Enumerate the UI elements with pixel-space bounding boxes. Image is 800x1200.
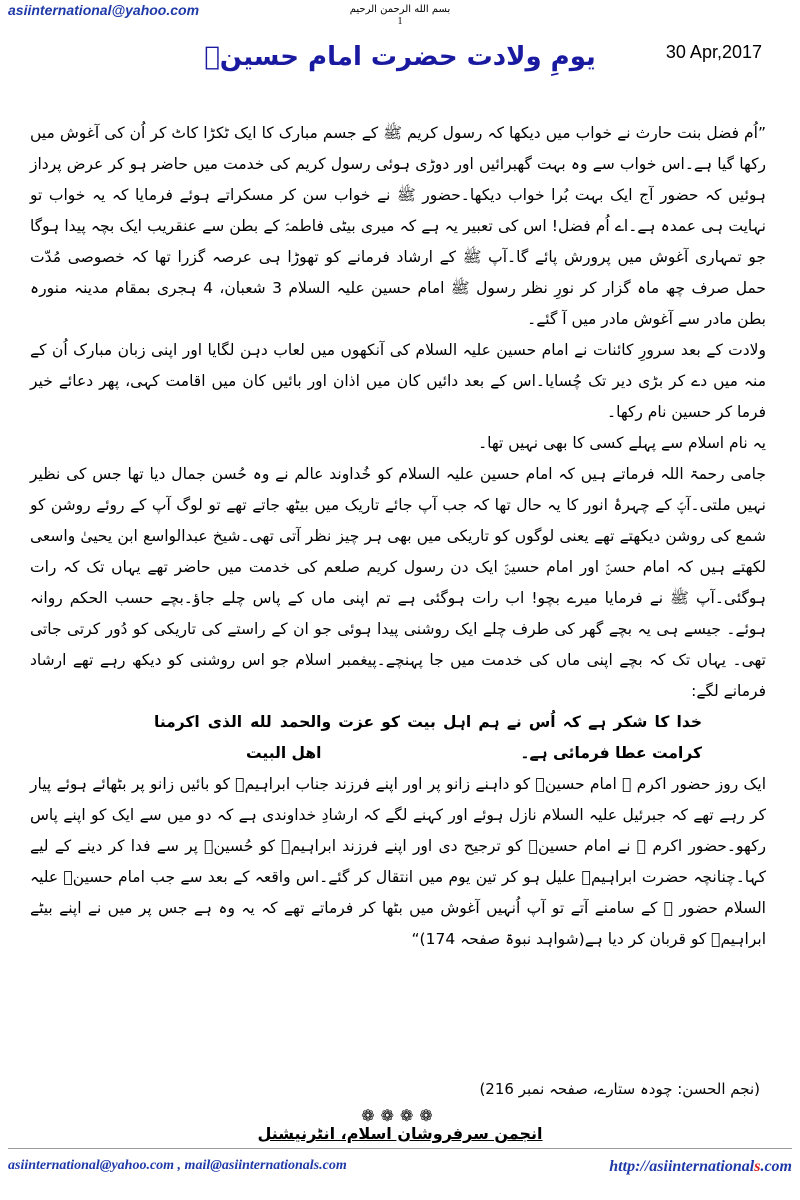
paragraph-name: یہ نام اسلام سے پہلے کسی کا بھی نہیں تھا۔ (478, 434, 766, 452)
page-title: یومِ ولادت حضرت امام حسینؑ (204, 42, 596, 72)
paragraph-dream: ”اُم فضل بنت حارث نے خواب میں دیکھا کہ رسول کریم ﷺ کے جسم مبارک کا ایک ٹکڑا کاٹ کر اُن کی آغوش میں رکھا گیا ہے۔اس خواب سے وہ بہت گھبرائیں اور دوڑی ہوئی رسول کریم کی خدمت میں حاضر ہو کر عرض پرداز ہوئیں کہ حضور آج ایک بہت بُرا خواب دیکھا۔حضور ﷺ نے خواب سن کر مسکراتے ہوئے فرمایا کہ یہ خواب تو نہایت ہی عمدہ ہے۔اے اُم فضل! اس کی تعبیر یہ ہے کہ میری بیٹی فاطمہؑ کے بطن سے عنقریب ایک بچہ پیدا ہوگا جو تمہاری آغوش میں پرورش پائے گا۔آپ ﷺ کے ارشاد فرمانے کو تھوڑا ہی عرصہ گزرا تھا کہ خصوصی مُدّت حمل صرف چھ ماہ گزار کر نورِ نظر رسول ﷺ امام حسین علیہ السلام 3 شعبان، 4 ہجری بمقام مدینہ منورہ بطن مادر سے آغوش مادر میں آ گئے۔ (30, 124, 766, 328)
page-number: 1 (397, 16, 403, 27)
organization-name: انجمن سرفروشان اسلام، انٹرنیشنل (257, 1124, 543, 1143)
bismillah: بسم الله الرحمن الرحیم (349, 4, 451, 15)
date: 30 Apr,2017 (665, 42, 762, 62)
ornament-divider: ❁❁❁❁ (361, 1106, 439, 1125)
footer-emails[interactable]: asiinternational@yahoo.com , mail@asiinternationals.com (8, 1158, 347, 1173)
article-body (30, 118, 766, 955)
paragraph-birth: ولادت کے بعد سرورِ کائنات نے امام حسین علیہ السلام کی آنکھوں میں لعاب دہن لگایا اور اپنی زبان مبارک اُن کے منہ میں دے کر بڑی دیر تک چُسایا۔اس کے بعد دائیں کان میں اذان اور بائیں کان میں اقامت کہی، پھر دعائے خیر فرما کر حسین نام رکھا۔ (30, 341, 766, 421)
quote-urdu: خدا کا شکر ہے کہ اُس نے ہم اہل بیت کو عزت و کرامت عطا فرمائی ہے۔ (321, 713, 702, 762)
header-email[interactable]: asiinternational@yahoo.com (8, 2, 200, 18)
paragraph-beauty: جامی رحمۃ اللہ فرماتے ہیں کہ امام حسین علیہ السلام کو خُداوند عالم نے وہ حُسن جمال دیا تھا جس کی نظیر نہیں ملتی۔آپؑ کے چہرۂ انور کا یہ حال تھا کہ جب آپ جائے تاریک میں بیٹھ جاتے تھے تو لوگ آپ کے روئے روشن کو شمع کی روشن دیکھتے تھے یعنی لوگوں کو تاریکی میں بھی ہر چیز نظر آتی تھی۔شیخ عبدالواسع ابن یحییٰ واسعی لکھتے ہیں کہ امام حسنؑ اور امام حسینؑ ایک دن رسول کریم صلعم کی خدمت میں حاضر تھے یہاں تک کہ رات ہوگئی۔آپ ﷺ نے فرمایا میرے بچو! اب رات ہوگئی ہے تم اپنی ماں کے پاس چلے جاؤ۔بچے حسب الحکم روانہ ہوئے۔ جیسے ہی یہ بچے گھر کی طرف چلے ایک روشنی پیدا ہوئی جو ان کے راستے کی تاریکی کو دُور کرتی جاتی تھی۔ یہاں تک کہ بچے اپنی ماں کی خدمت میں جا پہنچے۔پیغمبر اسلام جو اس روشنی کو دیکھ رہے تھے ارشاد فرمانے لگے: (30, 465, 766, 700)
url-suffix: .com (760, 1158, 792, 1175)
paragraph-sacrifice: ایک روز حضور اکرم ﷺ امام حسینؑ کو داہنے زانو پر اور اپنے فرزند جناب ابراہیمؑ کو بائیں زانو پر بٹھائے ہوئے پیار کر رہے تھے کہ جبرئیل علیہ السلام نازل ہوئے اور کہنے لگے کہ ارشادِ خداوندی ہے کہ دو میں سے ایک کو اپنے پاس رکھو۔حضور اکرم ﷺ نے امام حسینؑ کو ترجیح دی اور اپنے فرزند ابراہیمؑ کو حُسینؑ پر سے فدا کر دینے کے لیے کہا۔چنانچہ حضرت ابراہیمؑ علیل ہو کر تین یوم میں انتقال کر گئے۔اس واقعہ کے بعد سے جب امام حسینؑ علیہ السلام حضور ﷺ کے سامنے آتے تو آپ اُنہیں آغوش میں بٹھا کر فرماتے تھے کہ یہ وہ ہے جس پر میں نے اپنے بیٹے ابراہیمؑ کو قربان کر دیا ہے(شواہد نبوۃ صفحہ 174)“ (30, 775, 766, 948)
footer-website-link[interactable] (609, 1158, 792, 1176)
source-citation: (نجم الحسن: چودہ ستارے، صفحہ نمبر 216) (479, 1080, 760, 1098)
url-prefix: http://asiinternational (609, 1158, 755, 1175)
quote-row (30, 707, 766, 769)
footer-divider (8, 1148, 792, 1149)
quote-arabic: الحمد لله الذی اکرمنا اھل البیت (154, 713, 322, 762)
url-accent: s (754, 1158, 761, 1175)
